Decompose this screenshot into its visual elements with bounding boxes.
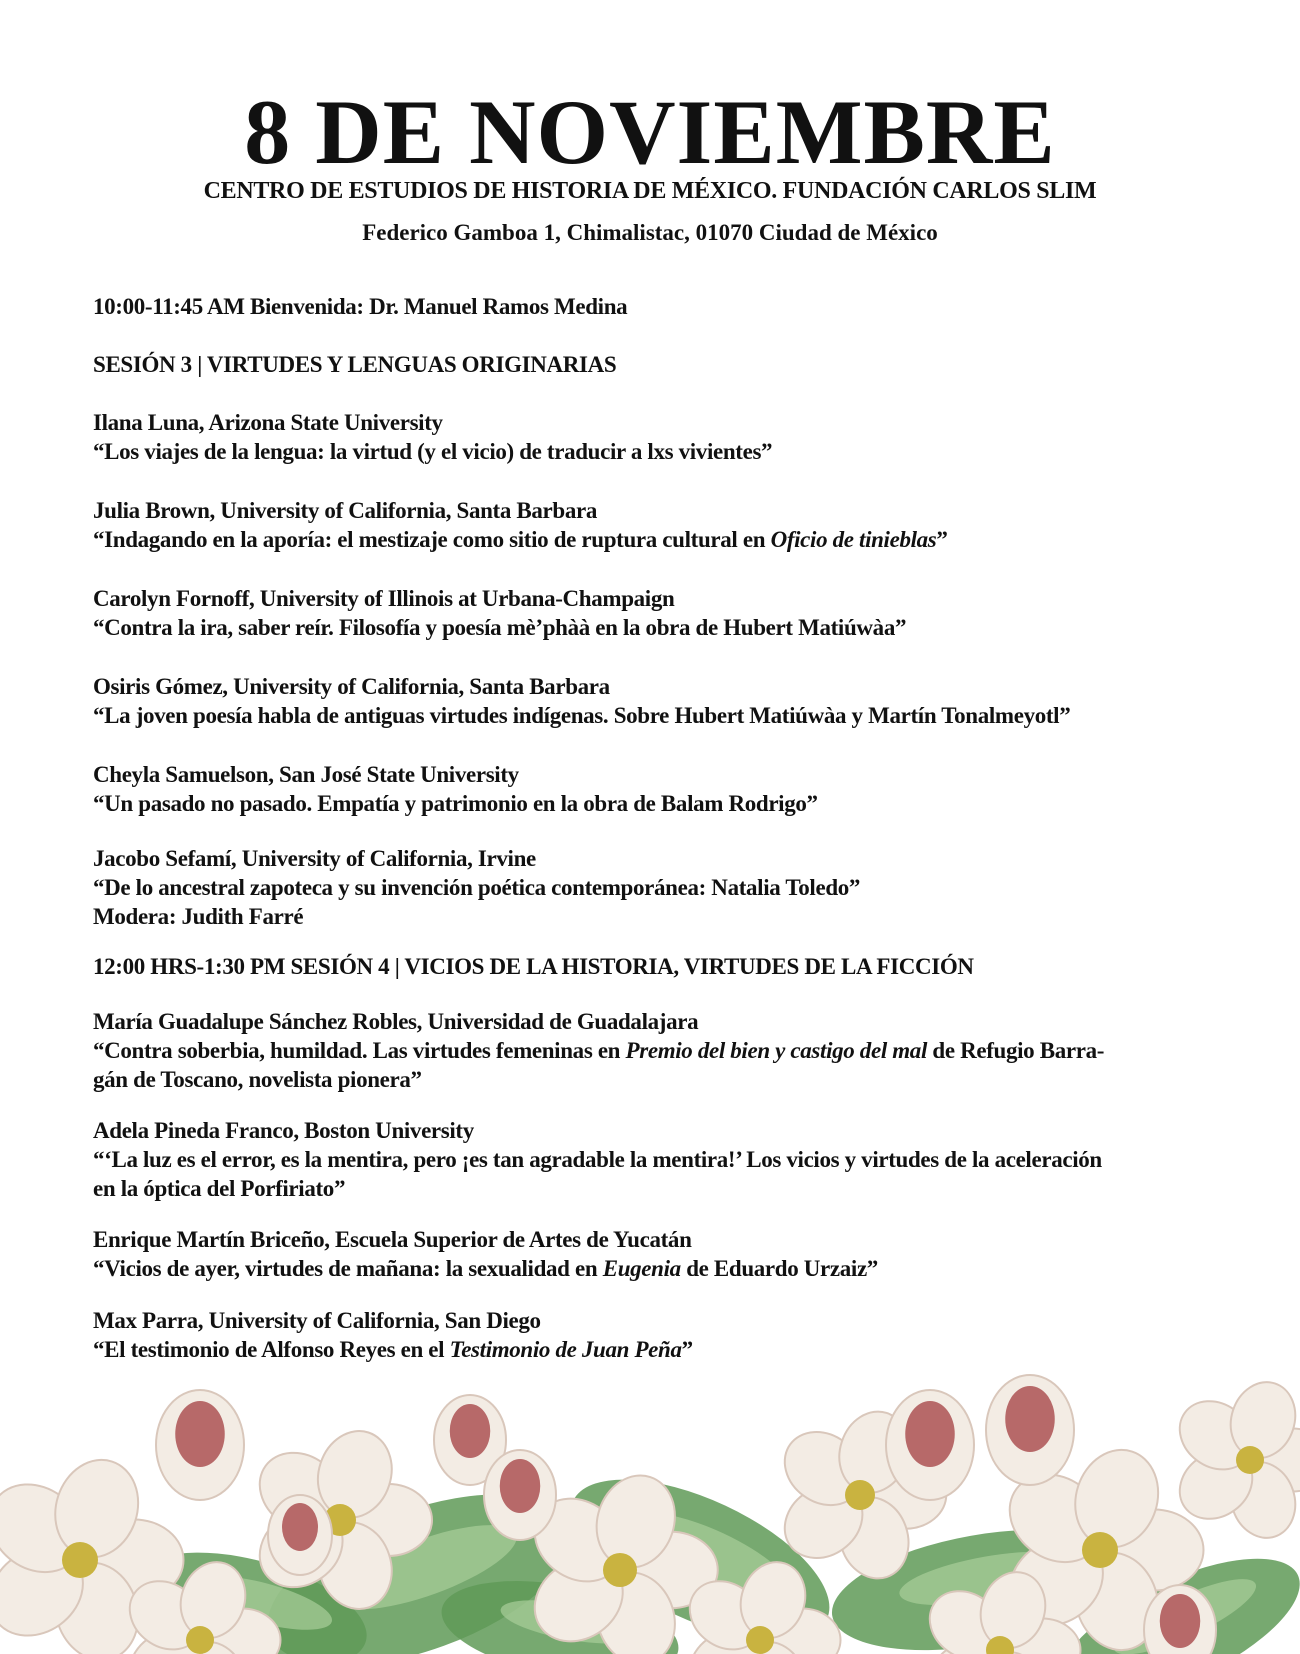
stamen <box>1236 1446 1264 1474</box>
speaker-line <box>93 760 519 790</box>
session-heading <box>93 952 974 982</box>
text-segment: “Contra soberbia, humildad. Las virtudes femeninas en <box>93 1038 626 1064</box>
talk-title-line <box>93 525 948 555</box>
text-segment: “El testimonio de Alfonso Reyes en el <box>93 1337 450 1363</box>
venue: CENTRO DE ESTUDIOS DE HISTORIA DE MÉXICO. FUNDACIÓN CARLOS SLIM <box>203 178 1097 204</box>
flower-illustration <box>0 1330 1300 1654</box>
text-segment: Max Parra, University of California, San Diego <box>93 1308 541 1334</box>
stamen <box>1082 1532 1118 1568</box>
speaker-line <box>93 672 610 702</box>
talk-title-line <box>93 613 906 643</box>
text-segment: Julia Brown, University of California, Santa Barbara <box>93 497 598 523</box>
talk-title-line <box>93 1254 878 1284</box>
bud-center <box>175 1401 225 1467</box>
text-segment: “Contra la ira, saber reír. Filosofía y poesía mè’phàà en la obra de Hubert Matiúwàa” <box>93 615 907 641</box>
speaker-line <box>93 496 597 526</box>
text-segment: Cheyla Samuelson, San José State University <box>93 761 519 787</box>
text-segment: Carolyn Fornoff, University of Illinois at Urbana-Champaign <box>93 586 675 612</box>
bud-center <box>1160 1594 1201 1648</box>
text-segment: “Un pasado no pasado. Empatía y patrimonio en la obra de Balam Rodrigo” <box>93 790 818 816</box>
text-segment: Ilana Luna, Arizona State University <box>93 409 443 435</box>
speaker-line <box>93 1225 692 1255</box>
text-segment: Jacobo Sefamí, University of California, Irvine <box>93 846 536 872</box>
talk-title-line <box>93 437 772 467</box>
text-segment: de Refugio Barra- <box>927 1038 1105 1064</box>
stamen <box>845 1480 875 1510</box>
text-segment: Adela Pineda Franco, Boston University <box>93 1117 474 1143</box>
bud-center <box>450 1404 491 1458</box>
stamen <box>186 1626 214 1654</box>
speaker-line <box>93 408 443 438</box>
talk-title-line <box>93 789 818 819</box>
text-segment: “Vicios de ayer, virtudes de mañana: la sexualidad en <box>93 1255 603 1281</box>
talk-title-line <box>93 701 1070 731</box>
text-segment: 12:00 HRS-1:30 PM SESIÓN 4 | VICIOS DE LA HISTORIA, VIRTUDES DE LA FICCIÓN <box>93 954 974 980</box>
text-segment: ” <box>936 526 948 552</box>
speaker-line <box>93 1116 474 1146</box>
speaker-line <box>93 584 674 614</box>
bud-center <box>905 1401 955 1467</box>
text-segment: gán de Toscano, novelista pionera” <box>93 1067 422 1093</box>
stamen <box>603 1553 637 1587</box>
speaker-line <box>93 1007 698 1037</box>
stamen <box>746 1626 774 1654</box>
talk-title-line <box>93 873 860 903</box>
text-segment: 10:00-11:45 AM Bienvenida: Dr. Manuel Ramos Medina <box>93 293 628 319</box>
text-segment: Enrique Martín Briceño, Escuela Superior de Artes de Yucatán <box>93 1226 692 1252</box>
page-title: 8 DE NOVIEMBRE <box>244 81 1056 183</box>
italic-title: Testimonio de Juan Peña <box>449 1337 682 1363</box>
talk-title-line <box>93 1036 1104 1066</box>
text-segment: “Indagando en la aporía: el mestizaje como sitio de ruptura cultural en <box>93 526 771 552</box>
stamen <box>62 1542 98 1578</box>
text-segment: SESIÓN 3 | VIRTUDES Y LENGUAS ORIGINARIAS <box>93 351 617 377</box>
session-heading <box>93 292 627 322</box>
session-heading <box>93 350 616 380</box>
text-segment: Modera: Judith Farré <box>93 904 304 930</box>
talk-title-line <box>93 902 303 932</box>
talk-title-line <box>93 1145 1102 1175</box>
bud-center <box>1005 1386 1055 1452</box>
text-segment: “De lo ancestral zapoteca y su invención poética contemporánea: Natalia Toledo” <box>93 875 861 901</box>
italic-title: Premio del bien y castigo del mal <box>625 1038 927 1064</box>
text-segment: “Los viajes de la lengua: la virtud (y el vicio) de traducir a lxs vivientes” <box>93 438 773 464</box>
text-segment: “La joven poesía habla de antiguas virtudes indígenas. Sobre Hubert Matiúwàa y Martín Tonalmeyotl” <box>93 703 1071 729</box>
text-segment: en la óptica del Porfiriato” <box>93 1176 346 1202</box>
italic-title: Oficio de tinieblas <box>770 526 937 552</box>
text-segment: María Guadalupe Sánchez Robles, Universidad de Guadalajara <box>93 1009 699 1035</box>
italic-title: Eugenia <box>602 1255 681 1281</box>
text-segment: “‘La luz es el error, es la mentira, pero ¡es tan agradable la mentira!’ Los vicios y virtudes de la aceleración <box>93 1147 1102 1173</box>
text-segment: ” <box>681 1337 693 1363</box>
text-segment: de Eduardo Urzaiz” <box>680 1255 878 1281</box>
text-segment: Osiris Gómez, University of California, Santa Barbara <box>93 674 610 700</box>
speaker-line <box>93 844 536 874</box>
bud-center <box>282 1503 318 1551</box>
talk-title-line <box>93 1174 345 1204</box>
address: Federico Gamboa 1, Chimalistac, 01070 Ciudad de México <box>362 220 938 245</box>
bud-center <box>500 1459 541 1513</box>
talk-title-line <box>93 1065 422 1095</box>
